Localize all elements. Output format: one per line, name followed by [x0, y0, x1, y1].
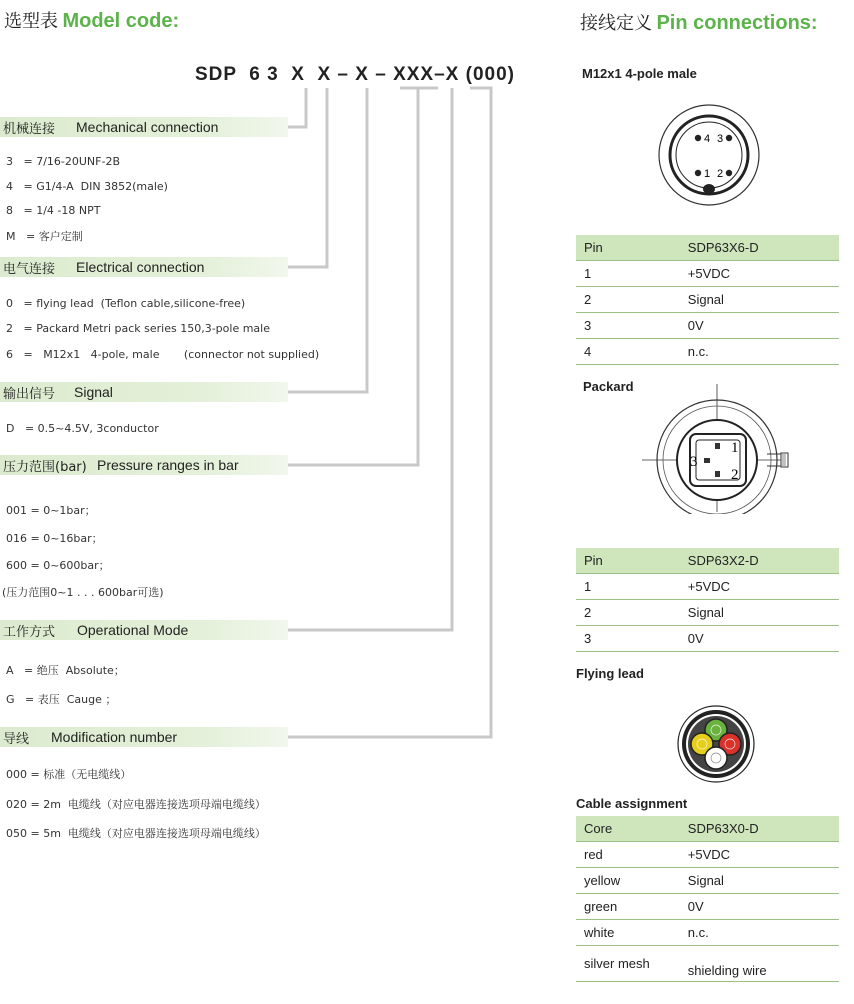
packard-pin-label: 3	[690, 454, 698, 470]
m12-pin-1	[695, 170, 701, 176]
table-cell: green	[576, 894, 680, 920]
table-header-cell: Pin	[576, 548, 680, 574]
table-cell: 3	[576, 626, 680, 652]
option-item: 6 = M12x1 4-pole, male (connector not supplied)	[6, 348, 320, 361]
option-item: 016 = 0~16bar；	[6, 532, 103, 545]
section-lead	[0, 727, 288, 747]
section-electrical-cn: 电气连接	[3, 262, 56, 277]
section-electrical-en: Electrical connection	[76, 259, 205, 275]
table-row	[576, 920, 839, 946]
table-cell: 3	[576, 313, 680, 339]
m12-pin-3	[726, 135, 732, 141]
table-row	[576, 894, 839, 920]
m12-pin-2	[726, 170, 732, 176]
table-cell: 4	[576, 339, 680, 365]
section-signal-en: Signal	[74, 384, 113, 400]
table-header-cell: SDP63X0-D	[680, 816, 839, 842]
table-row	[576, 313, 839, 339]
option-item: 020 = 2m 电缆线（对应电器连接选项母端电缆线）	[6, 798, 266, 811]
option-item: 0 = flying lead (Teflon cable,silicone-free)	[6, 297, 246, 310]
section-lead-cn: 导线	[3, 732, 30, 747]
table-cell: n.c.	[680, 339, 839, 365]
table-header-row	[576, 548, 839, 574]
table-header-cell: Core	[576, 816, 680, 842]
option-item: 000 = 标准（无电缆线）	[6, 768, 132, 781]
table-cell: +5VDC	[680, 842, 839, 868]
section-pressure-en: Pressure ranges in bar	[97, 457, 239, 473]
m12-title: M12x1 4-pole male	[582, 66, 697, 81]
table-header-cell: SDP63X2-D	[680, 548, 839, 574]
section-mechanical-cn: 机械连接	[3, 122, 56, 137]
right-header	[580, 9, 818, 35]
table-cell: 0V	[680, 313, 839, 339]
table-row	[576, 868, 839, 894]
option-item: 600 = 0~600bar；	[6, 559, 110, 572]
left-header-en: Model code:	[62, 10, 180, 32]
section-lead-en: Modification number	[51, 729, 178, 745]
m12-pin-table	[576, 235, 839, 365]
option-item: M = 客户定制	[6, 230, 83, 243]
table-header-cell: SDP63X6-D	[680, 235, 839, 261]
table-cell: red	[576, 842, 680, 868]
option-item: 2 = Packard Metri pack series 150,3-pole male	[6, 322, 270, 335]
table-row	[576, 842, 839, 868]
table-row	[576, 287, 839, 313]
section-mode-en: Operational Mode	[77, 622, 189, 638]
right-header-en: Pin connections:	[656, 12, 818, 34]
m12-connector-diagram	[654, 100, 764, 210]
table-cell: Signal	[680, 868, 839, 894]
packard-title: Packard	[583, 379, 634, 394]
table-cell: 1	[576, 574, 680, 600]
section-signal	[0, 382, 288, 402]
table-header-row	[576, 816, 839, 842]
model-code: SDP 6 3 X X – X – XXX–X (000)	[195, 64, 515, 85]
table-row	[576, 339, 839, 365]
option-item: 4 = G1/4-A DIN 3852(male)	[6, 180, 168, 193]
connector-lines	[0, 0, 540, 760]
table-cell: 1	[576, 261, 680, 287]
table-cell: yellow	[576, 868, 680, 894]
right-header-cn: 接线定义	[580, 13, 652, 34]
table-cell: silver mesh	[576, 946, 680, 982]
section-mode	[0, 620, 288, 640]
option-item: 050 = 5m 电缆线（对应电器连接选项母端电缆线）	[6, 827, 266, 840]
section-signal-cn: 输出信号	[3, 387, 56, 402]
m12-pin-label: 1	[704, 168, 711, 180]
table-cell: +5VDC	[680, 574, 839, 600]
section-mechanical	[0, 117, 288, 137]
table-cell: +5VDC	[680, 261, 839, 287]
option-item: (压力范围0~1 . . . 600bar可选)	[2, 586, 164, 599]
flying-lead-title: Flying lead	[576, 666, 644, 681]
table-cell: 0V	[680, 626, 839, 652]
packard-pin-label: 1	[731, 440, 739, 456]
table-row	[576, 626, 839, 652]
m12-pin-label: 3	[717, 133, 724, 145]
left-header-cn: 选型表	[4, 11, 58, 32]
section-electrical	[0, 257, 288, 277]
table-row	[576, 261, 839, 287]
m12-pin-4	[695, 135, 701, 141]
table-row	[576, 574, 839, 600]
option-item: D = 0.5~4.5V, 3conductor	[6, 422, 159, 435]
table-cell: Signal	[680, 287, 839, 313]
option-item: 001 = 0~1bar；	[6, 504, 96, 517]
option-item: 3 = 7/16-20UNF-2B	[6, 155, 120, 168]
table-row	[576, 946, 839, 982]
cable-assignment-table	[576, 816, 839, 982]
flying-lead-cable-diagram	[676, 704, 756, 784]
table-header-row	[576, 235, 839, 261]
m12-pin-label: 4	[704, 133, 711, 145]
table-cell: 2	[576, 287, 680, 313]
table-row	[576, 600, 839, 626]
section-mechanical-en: Mechanical connection	[76, 119, 219, 135]
table-cell: shielding wire	[680, 946, 839, 982]
option-item: 8 = 1/4 -18 NPT	[6, 204, 101, 217]
core-white	[705, 747, 727, 769]
option-item: A = 绝压 Absolute；	[6, 664, 125, 677]
table-header-cell: Pin	[576, 235, 680, 261]
table-cell: 0V	[680, 894, 839, 920]
table-cell: Signal	[680, 600, 839, 626]
cable-assignment-title: Cable assignment	[576, 796, 688, 811]
m12-pin-label: 2	[717, 168, 724, 180]
packard-pin-table	[576, 548, 839, 652]
packard-connector-diagram	[632, 384, 802, 514]
section-pressure	[0, 455, 288, 475]
section-pressure-cn: 压力范围(bar)	[3, 460, 87, 475]
table-cell: n.c.	[680, 920, 839, 946]
packard-pin-label: 2	[731, 467, 739, 483]
option-item: G = 表压 Cauge ；	[6, 693, 117, 706]
section-mode-cn: 工作方式	[3, 625, 56, 640]
table-cell: white	[576, 920, 680, 946]
table-cell: 2	[576, 600, 680, 626]
